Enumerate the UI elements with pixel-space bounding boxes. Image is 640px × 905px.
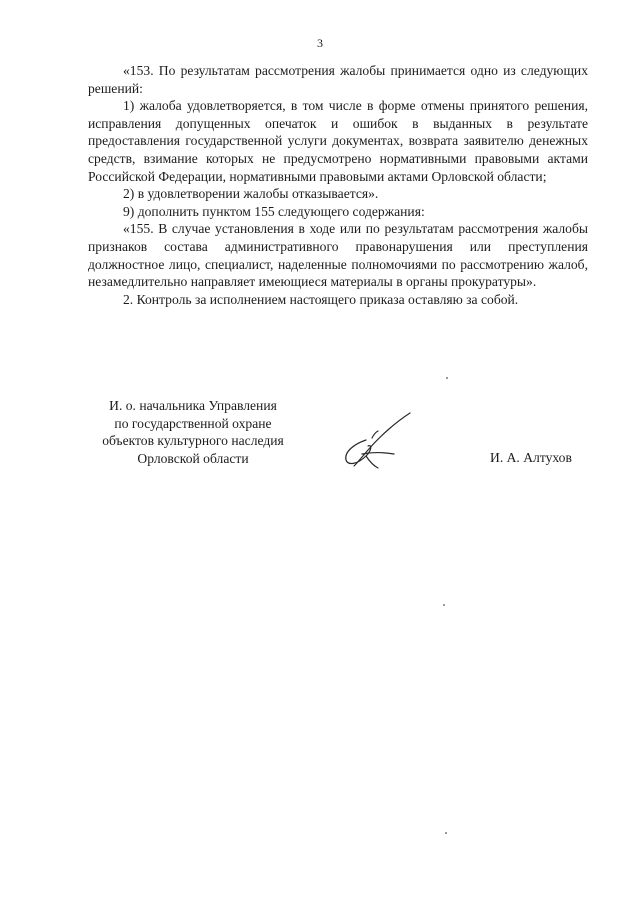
paragraph-155: «155. В случае установления в ходе или по результатам рассмотрения жалобы признаков состава административного правонарушения или преступления должностное лицо, специалист, наделенные полномочиями по рассмотрению жалоб, незамедлительно направляет имеющиеся материалы в органы прокуратуры». [88, 221, 588, 290]
paragraph-control: 2. Контроль за исполнением настоящего приказа оставляю за собой. [123, 291, 519, 307]
page-number: 3 [317, 36, 323, 50]
document-body [88, 62, 588, 308]
paragraph-153-item-2: 2) в удовлетворении жалобы отказывается». [123, 186, 379, 202]
signature-icon [336, 410, 416, 472]
paragraph-153-item-1: 1) жалоба удовлетворяется, в том числе в форме отмены принятого решения, исправления допущенных опечаток и ошибок в выданных в результате предоставления государственной услуги документах, возврата заявителю денежных средств, взимание которых не предусмотрено нормативными правовыми актами Российской Федерации, нормативными правовыми актами Орловской области; [88, 98, 588, 184]
paragraph-153-intro: «153. По результатам рассмотрения жалобы принимается одно из следующих решений: [88, 63, 588, 96]
signatory-title-line: Орловской области [137, 450, 249, 466]
scan-speck [445, 832, 447, 834]
signatory-title-line: И. о. начальника Управления [109, 398, 277, 413]
scan-speck [443, 604, 445, 606]
signatory-title-line: объектов культурного наследия [102, 433, 284, 448]
scan-speck [446, 377, 448, 379]
signatory-title [60, 397, 326, 467]
paragraph-amendment-9: 9) дополнить пунктом 155 следующего содержания: [123, 203, 425, 219]
signatory-title-line: по государственной охране [114, 415, 272, 431]
signatory-name: И. А. Алтухов [490, 450, 572, 465]
